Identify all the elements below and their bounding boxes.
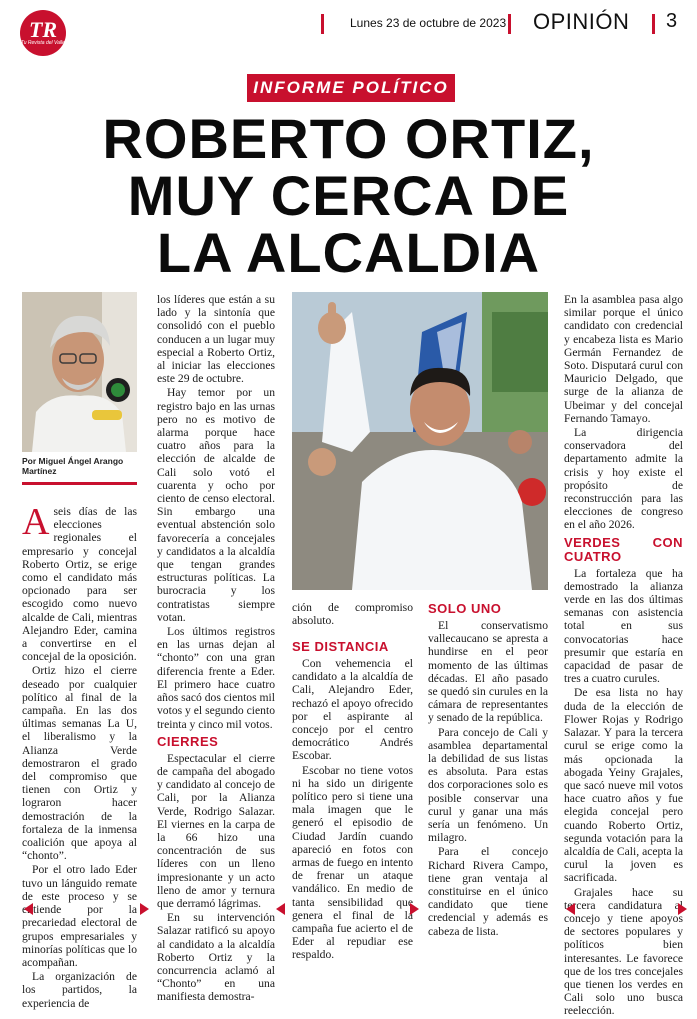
article-column-4 <box>428 598 548 939</box>
section-kicker: INFORME POLÍTICO <box>247 74 455 102</box>
issue-date: Lunes 23 de octubre de 2023 <box>350 16 507 30</box>
headline-line: LA ALCALDIA <box>156 221 541 284</box>
headline-line: MUY CERCA DE <box>127 164 570 227</box>
paragraph: En la asamblea pasa algo similar porque el único candidato con credencial y encabeza lista es Mario Germán Fernandez de Soto. Disputará curul con Mauricio Delgado, que surge de la alianza de Ubeimar y del concejal Fernando Tamayo. <box>564 293 683 425</box>
next-arrow-icon <box>678 903 687 915</box>
paragraph: Hay temor por un registro bajo en las urnas pero no es motivo de alarma porque hace cuatro años para la elección de alcalde de Cali solo votó el cuarenta y ocho por ciento de censo electoral. Sin embargo una eventual abstención solo favorecería a concejales y candidatos a la alcaldía que tengan grandes estructuras políticas. La burocracia y los contratistas siempre votan. <box>157 386 275 624</box>
paragraph: La organización de los partidos, la experiencia de <box>22 970 137 1010</box>
article-column-1 <box>22 501 137 1011</box>
author-photo <box>22 292 137 452</box>
paragraph: Los últimos registros en las urnas dejan al “chonto” con una gran diferencia frente a Eder. El primero hace cuatro años sacó dos cientos mil votos y el segundo ciento treinta y cinco mil votos. <box>157 625 275 731</box>
paragraph: La dirigencia conservadora del departamento admite la crisis y hoy existe el propósito de reconstrucción para las elecciones de congreso en el año 2026. <box>564 426 683 532</box>
paragraph: Por el otro lado Eder tuvo un lánguido remate de este proceso y se entiende por la precariedad electoral de grupos empresariales y minorías políticas que lo acompañan. <box>22 863 137 969</box>
paragraph: La fortaleza que ha demostrado la alianza verde en las dos últimas semanas con asistencia total en sus convocatorias hace presumir que estaría en capacidad de pasar de tres a cuatro curules. <box>564 566 683 686</box>
drop-cap: A <box>22 501 50 543</box>
page-number: 3 <box>666 10 678 32</box>
paragraph: ción de compromiso absoluto. <box>292 601 413 628</box>
article-column-5 <box>564 293 683 1019</box>
article-headline <box>40 107 657 284</box>
prev-arrow-icon <box>276 903 285 915</box>
paragraph: En su intervención Salazar ratificó su apoyo al candidato a la alcaldía Roberto Ortiz y la concurrencia aclamó al “Chonto” en una manifiesta demostra- <box>157 911 275 1004</box>
next-arrow-icon <box>140 903 149 915</box>
paragraph: Para el concejo Richard Rivera Campo, tiene gran ventaja al constituirse en el único candidato que tiene credencial y además es cabeza de lista. <box>428 845 548 938</box>
paragraph: Para concejo de Cali y asamblea departamental la debilidad de sus listas es absoluta. Para estas dos corporaciones solo es posible conservar una curul y ganar una más sería un fenómeno. Un milagro. <box>428 725 548 845</box>
paragraph: Espectacular el cierre de campaña del abogado y candidato al concejo de Cali, por la Alianza Verde, Rodrigo Salazar. El viernes en la carpa de la 66 hizo una concentración de sus líderes con un lleno impresionante y un acto lleno de amor y ternura que derramó lágrimas. <box>157 751 275 910</box>
subhead-verdes-con-cuatro: VERDES CON CUATRO <box>564 534 683 564</box>
article-column-3 <box>292 636 413 963</box>
lead-paragraph <box>22 501 137 664</box>
article-column-2 <box>157 293 275 1005</box>
paragraph: Grajales hace su tercera candidatura al concejo y tiene apoyos de sectores populares y políticos bien interesantes. Le favorece que de los tres concejales que tienen los verdes en Cali solo uno busca reelección. <box>564 885 683 1018</box>
next-arrow-icon <box>410 903 419 915</box>
subhead-cierres: CIERRES <box>157 733 219 749</box>
headline-line: ROBERTO ORTIZ, <box>102 107 595 170</box>
subhead-se-distancia: SE DISTANCIA <box>292 639 389 654</box>
logo-mark: TR <box>28 17 58 42</box>
paragraph: Ortiz hizo el cierre deseado por cualquier político al final de la campaña. En las dos últimas semanas La U, el liberalismo y la Alianza Verde demostraron el grado del compromiso que tienen con Ortiz y lograron hacer demostración de la fortaleza de la inmensa coalición que apoya al “chonto”. <box>22 664 137 863</box>
article-column-3-top <box>292 601 413 628</box>
paragraph: El conservatismo vallecaucano se apresta a hundirse en el peor momento de las últimas décadas. El año pasado se quedó sin curules en la cámara de representantes y senado de la república. <box>428 619 548 725</box>
paragraph: los líderes que están a su lado y la sintonía que consolidó con el pueblo conducen a un lugar muy especial a Roberto Ortiz, al iniciar las elecciones este 29 de octubre. <box>157 293 275 386</box>
header-divider <box>652 14 655 34</box>
candidate-photo <box>292 292 548 590</box>
publication-logo <box>20 10 66 56</box>
prev-arrow-icon <box>24 903 33 915</box>
paragraph: Escobar no tiene votos ni ha sido un dirigente político pero si tiene una mala imagen que le generó el episodio de Ciudad Jardín cuando apareció en fotos con armas de fuego en intento de frenar un ataque vandálico. En medio de tanta sensibilidad que genera el final de la campaña fue acierto el de Eder al repudiar ese respaldo. <box>292 763 413 962</box>
prev-arrow-icon <box>566 903 575 915</box>
byline-rule <box>22 482 137 485</box>
paragraph: Con vehemencia el candidato a la alcaldía de Cali, Alejandro Eder, rechazó el apoyo ofrecido por el aspirante al concejo por el centro democrático Andrés Escobar. <box>292 657 413 763</box>
subhead-solo-uno: SOLO UNO <box>428 601 502 616</box>
paragraph: De esa lista no hay duda de la elección de Flower Rojas y Rodrigo Salazar. Y para la tercera curul se erige como la más opcionada la abogada Yeiny Grajales, que sacó nueve mil votos hace cuatro años y fue elegida concejal pero cuando Roberto Ortiz, segunda votación para la alcaldía de Cali, acepta la curul la joven es sacrificada. <box>564 686 683 885</box>
header-divider <box>321 14 324 34</box>
paragraph-text: seis días de las elecciones regionales el empresario y concejal Roberto Ortiz, se erige como el candidato más opcionado para ser escogido como nuevo alcalde de Cali, mientras Alejandro Eder, camina a convertirse en el concejal de la oposición. <box>22 505 137 664</box>
section-name: OPINIÓN <box>533 9 630 34</box>
logo-tagline: Tu Revista del Valle <box>21 40 65 46</box>
header-divider <box>508 14 511 34</box>
author-byline: Por Miguel Ángel Arango Martínez <box>22 456 124 476</box>
